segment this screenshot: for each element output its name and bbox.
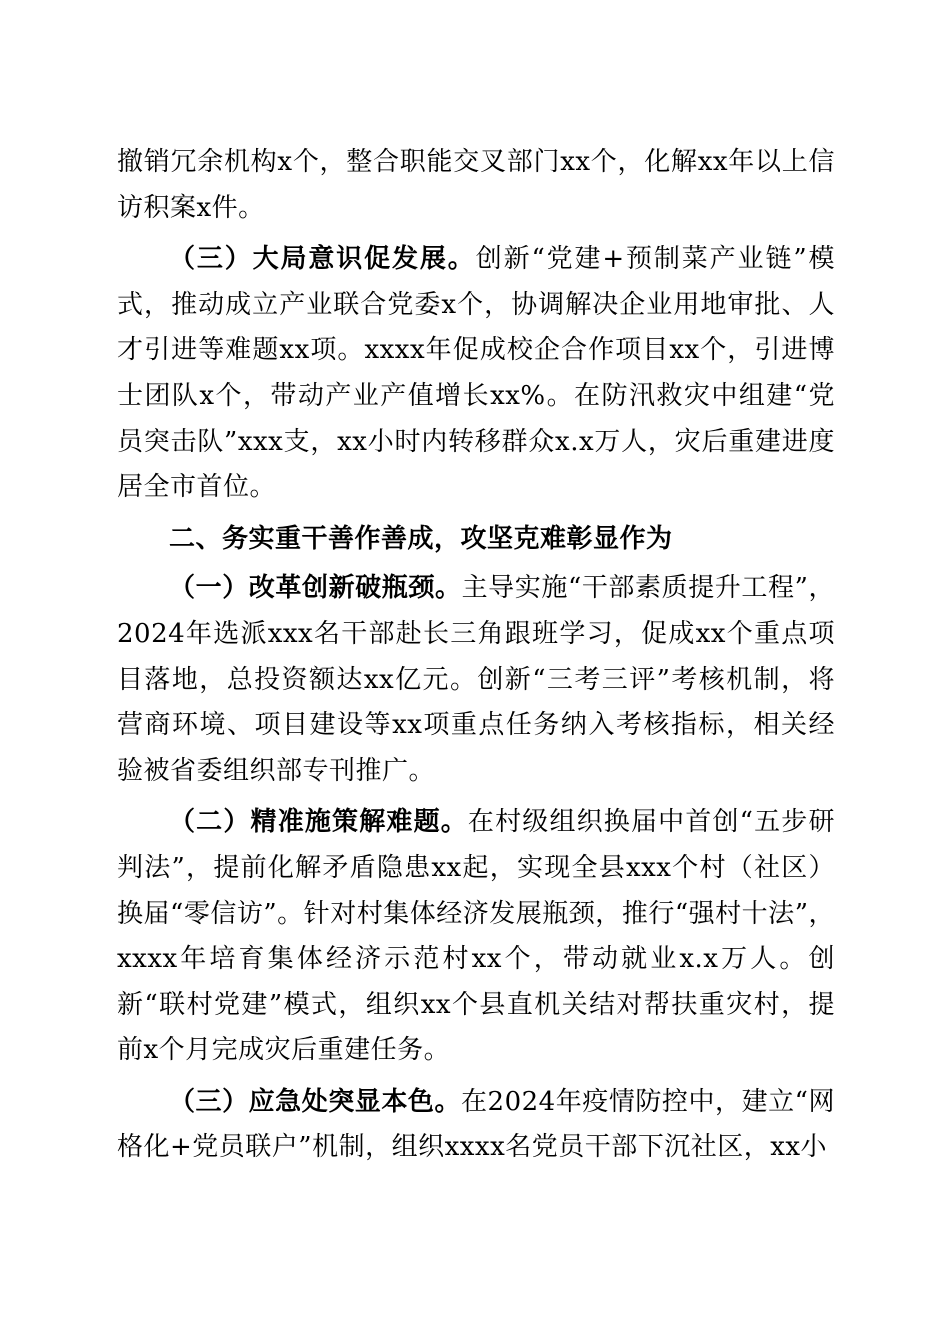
paragraph-lead: （一）改革创新破瓶颈。 bbox=[169, 573, 462, 604]
paragraph-emergency-response bbox=[117, 1080, 835, 1171]
paragraph-lead: （三）应急处突显本色。 bbox=[169, 1086, 461, 1117]
paragraph-text: 在2024年疫情防控中，建立“网格化+党员联户”机制，组织xxxx名党员干部下沉社区，xx小 bbox=[117, 1086, 835, 1163]
paragraph-text: 在村级组织换届中首创“五步研判法”，提前化解矛盾隐患xx起，实现全县xxx个村（社区）换届“零信访”。针对村集体经济发展瓶颈，推行“强村十法”，xxxx年培育集体经济示范村xx个，带动就业x.x万人。创新“联村党建”模式，组织xx个县直机关结对帮扶重灾村，提前x个月完成灾后重建任务。 bbox=[117, 807, 835, 1066]
section-heading: 二、务实重干善作善成，攻坚克难彰显作为 bbox=[169, 523, 673, 554]
paragraph-overall-awareness bbox=[117, 237, 835, 511]
document-body bbox=[117, 140, 835, 1171]
paragraph-text: 创新“党建+预制菜产业链”模式，推动成立产业联合党委x个，协调解决企业用地审批、人才引进等难题xx项。xxxx年促成校企合作项目xx个，引进博士团队x个，带动产业产值增长xx%。在防汛救灾中组建“党员突击队”xxx支，xx小时内转移群众x.x万人，灾后重建进度居全市首位。 bbox=[117, 244, 835, 503]
paragraph-precise-policy bbox=[117, 800, 835, 1074]
paragraph-continuation bbox=[117, 140, 835, 231]
paragraph-lead: （二）精准施策解难题。 bbox=[169, 807, 468, 838]
paragraph-lead: （三）大局意识促发展。 bbox=[169, 244, 476, 275]
paragraph-text: 撤销冗余机构x个，整合职能交叉部门xx个，化解xx年以上信访积案x件。 bbox=[117, 147, 835, 223]
paragraph-text: 主导实施“干部素质提升工程”，2024年选派xxx名干部赴长三角跟班学习，促成xx个重点项目落地，总投资额达xx亿元。创新“三考三评”考核机制，将营商环境、项目建设等xx项重点任务纳入考核指标，相关经验被省委组织部专刊推广。 bbox=[117, 573, 835, 786]
paragraph-reform-innovation bbox=[117, 566, 835, 794]
